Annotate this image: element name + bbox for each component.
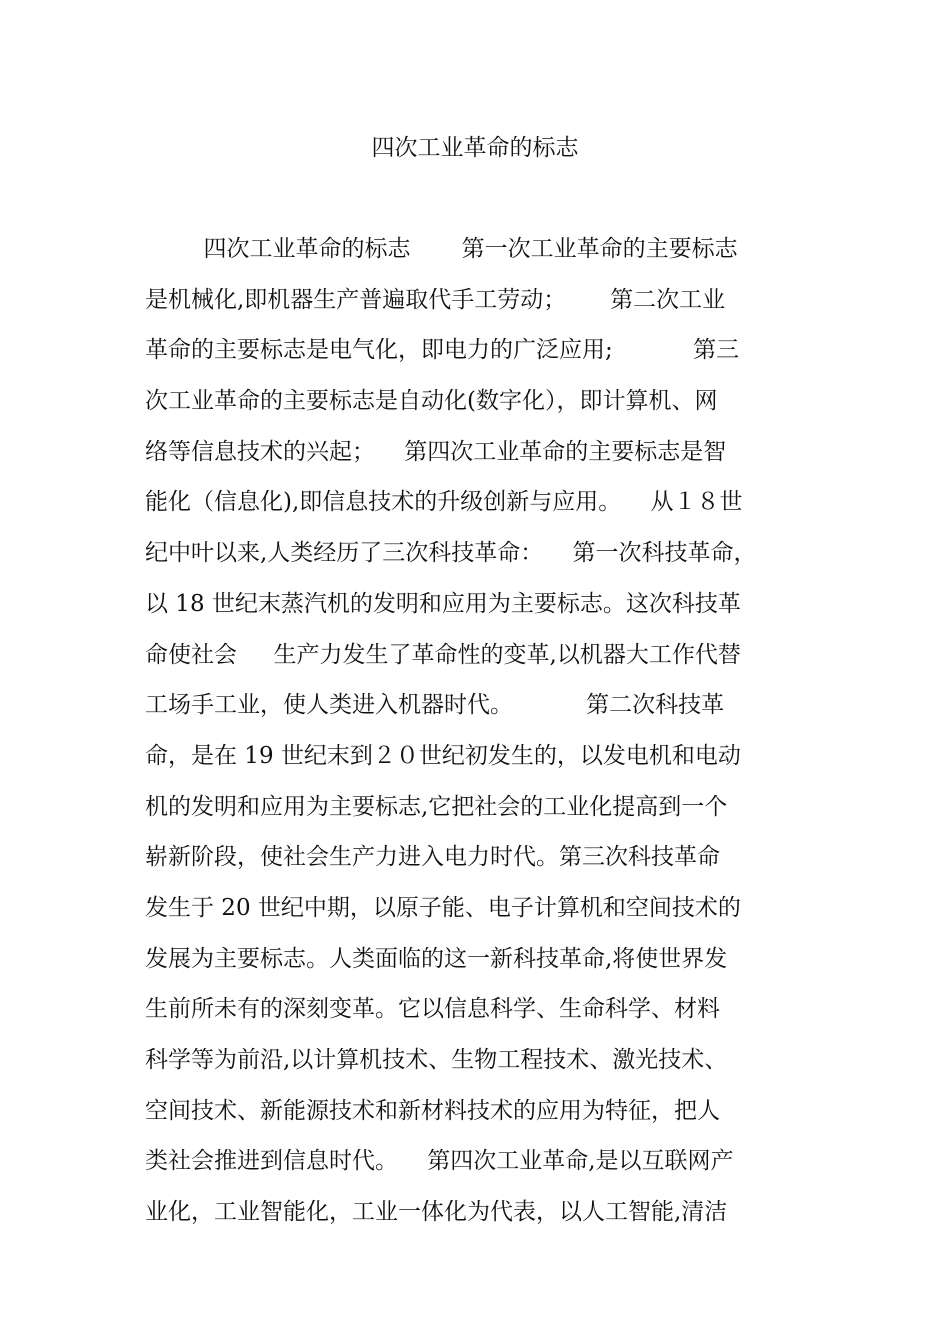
body-line: 崭新阶段，使社会生产力进入电力时代。第三次科技革命 [145,844,720,871]
body-line: 科学等为前沿,以计算机技术、生物工程技术、激光技术、 [145,1047,728,1073]
body-line: 空间技术、新能源技术和新材料技术的应用为特征，把人 [145,1097,720,1124]
body-line: 纪中叶以来,人类经历了三次科技革命： 第一次科技革命， [145,540,757,567]
body-line: 发展为主要标志。人类面临的这一新科技革命,将使世界发 [145,945,728,972]
body-line: 命，是在 19 世纪末到２０世纪初发生的，以发电机和电动 [145,742,741,769]
body-line: 革命的主要标志是电气化，即电力的广泛应用; 第三 [145,337,740,364]
document-title: 四次工业革命的标志 [371,135,579,161]
body-line: 能化（信息化),即信息技术的升级创新与应用。 从１８世 [145,489,743,516]
body-line: 是机械化,即机器生产普遍取代手工劳动； 第二次工业 [145,286,726,313]
body-line: 络等信息技术的兴起； 第四次工业革命的主要标志是智 [145,438,727,465]
body-line: 四次工业革命的标志 第一次工业革命的主要标志 [145,236,738,262]
body-line: 工场手工业，使人类进入机器时代。 第二次科技革 [145,692,725,719]
body-line: 类社会推进到信息时代。 第四次工业革命,是以互联网产 [145,1148,734,1175]
body-line: 命使社会 生产力发生了革命性的变革,以机器大工作代替 [145,641,741,668]
body-line: 发生于 20 世纪中期，以原子能、电子计算机和空间技术的 [145,894,741,921]
body-line: 生前所未有的深刻变革。它以信息科学、生命科学、材料 [145,996,720,1023]
body-line: 业化，工业智能化，工业一体化为代表，以人工智能,清洁 [145,1199,728,1226]
body-line: 机的发明和应用为主要标志,它把社会的工业化提高到一个 [145,793,728,820]
document-body [145,228,805,1242]
body-line: 以 18 世纪末蒸汽机的发明和应用为主要标志。这次科技革 [145,590,741,617]
body-line: 次工业革命的主要标志是自动化(数字化），即计算机、网 [145,388,718,415]
